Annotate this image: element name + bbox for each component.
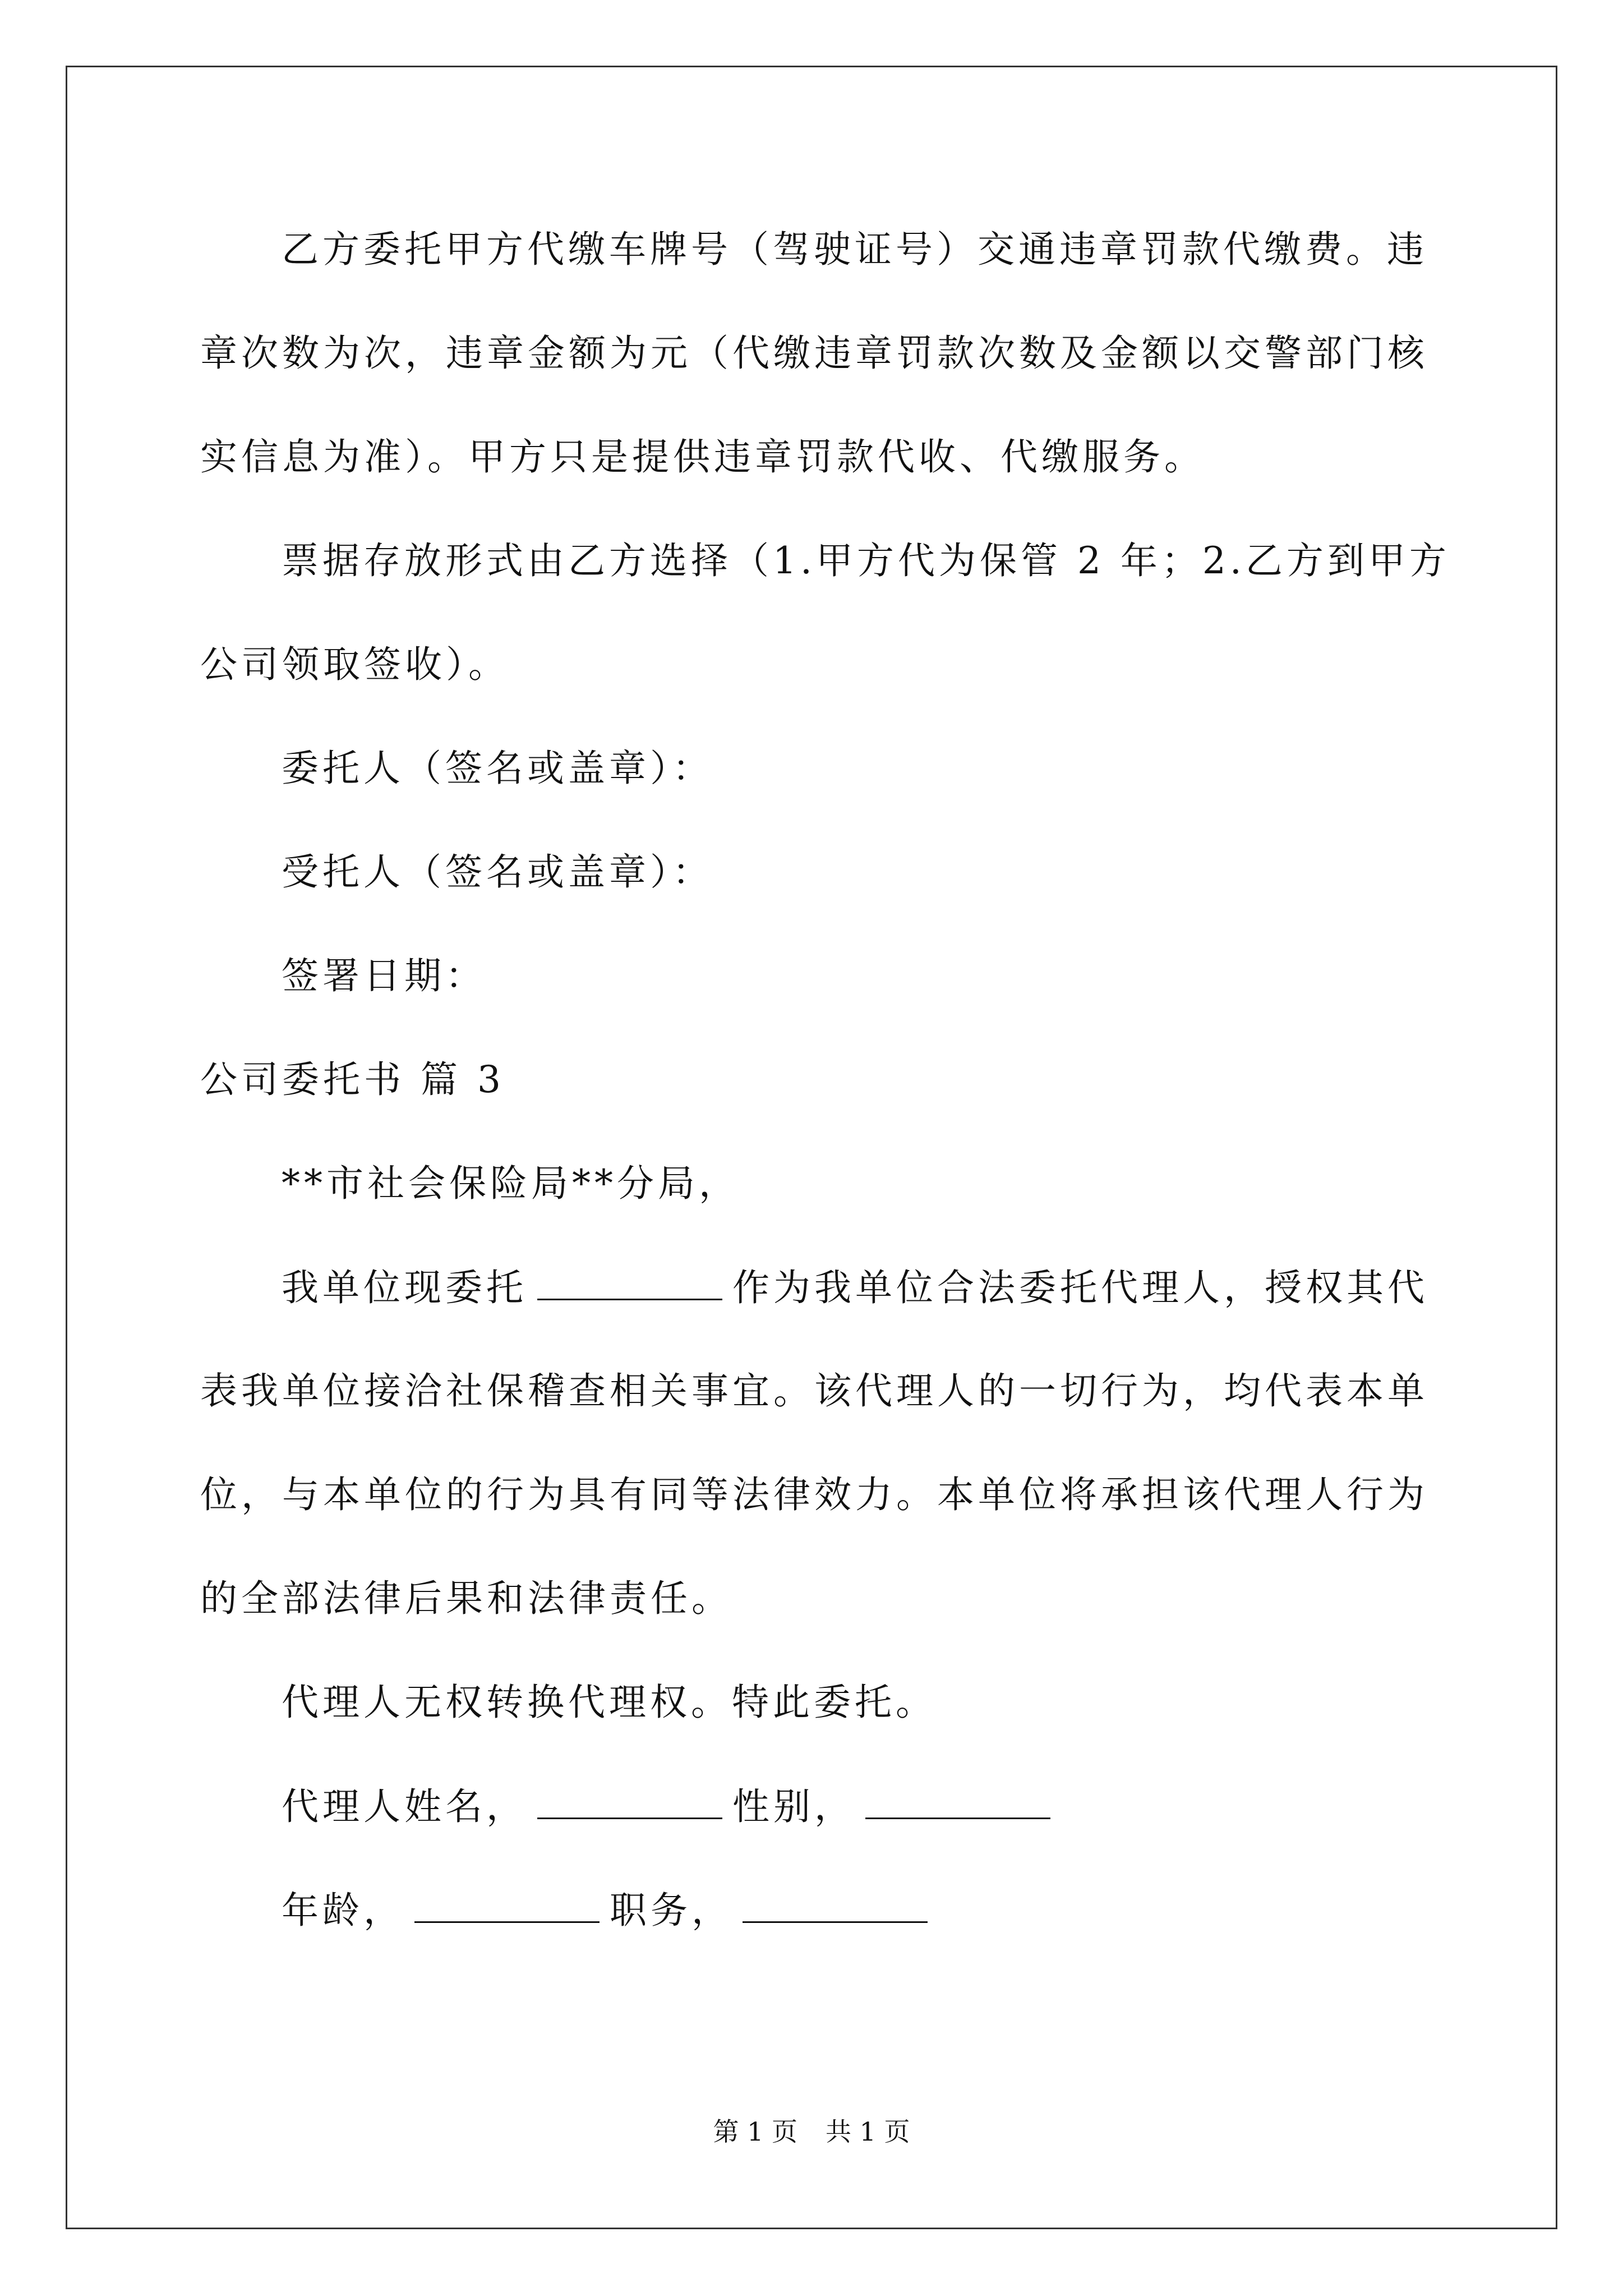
paragraph-line: 实信息为准）。甲方只是提供违章罚款代收、代缴服务。: [200, 435, 1205, 478]
agent-signature-label: 受托人（签名或盖章）：: [282, 850, 713, 894]
paragraph-line: 章次数为次，违章金额为元（代缴违章罚款次数及金额以交警部门核: [200, 332, 1428, 375]
text-segment: 作为我单位合法委托代理人，授权其代: [732, 1266, 1428, 1309]
gender-blank: [865, 1784, 1050, 1819]
name-blank: [537, 1784, 722, 1819]
form-row: [282, 1888, 938, 1933]
age-label: 年龄，: [282, 1889, 404, 1932]
text-segment: 我单位现委托: [282, 1266, 527, 1309]
principal-signature-label: 委托人（签名或盖章）：: [282, 747, 713, 790]
position-label: 职务，: [610, 1889, 732, 1932]
form-row: [282, 1784, 1061, 1829]
page-footer: [0, 2115, 1623, 2148]
paragraph-line: 代理人无权转换代理权。特此委托。: [282, 1681, 937, 1724]
paragraph-line: 票据存放形式由乙方选择（1.甲方代为保管 2 年；2.乙方到甲方: [282, 539, 1450, 582]
position-blank: [743, 1888, 928, 1923]
paragraph-line: 公司领取签收）。: [200, 643, 509, 686]
paragraph-line: 乙方委托甲方代缴车牌号（驾驶证号）交通违章罚款代缴费。违: [282, 228, 1428, 271]
paragraph-line: 表我单位接洽社保稽查相关事宜。该代理人的一切行为，均代表本单: [200, 1369, 1428, 1412]
name-label: 代理人姓名，: [282, 1785, 527, 1828]
agent-name-blank: [537, 1265, 722, 1300]
gender-label: 性别，: [732, 1785, 855, 1828]
paragraph-line: 位，与本单位的行为具有同等法律效力。本单位将承担该代理人行为: [200, 1473, 1428, 1516]
page-total: 共 1 页: [826, 2116, 910, 2147]
section-heading: 公司委托书 篇 3: [200, 1058, 505, 1101]
page-number: 第 1 页: [713, 2116, 797, 2147]
addressee: **市社会保险局**分局，: [282, 1162, 740, 1205]
signing-date-label: 签署日期：: [282, 954, 486, 997]
paragraph-line: 的全部法律后果和法律责任。: [200, 1577, 732, 1620]
paragraph-line: [282, 1265, 1428, 1310]
age-blank: [414, 1888, 600, 1923]
